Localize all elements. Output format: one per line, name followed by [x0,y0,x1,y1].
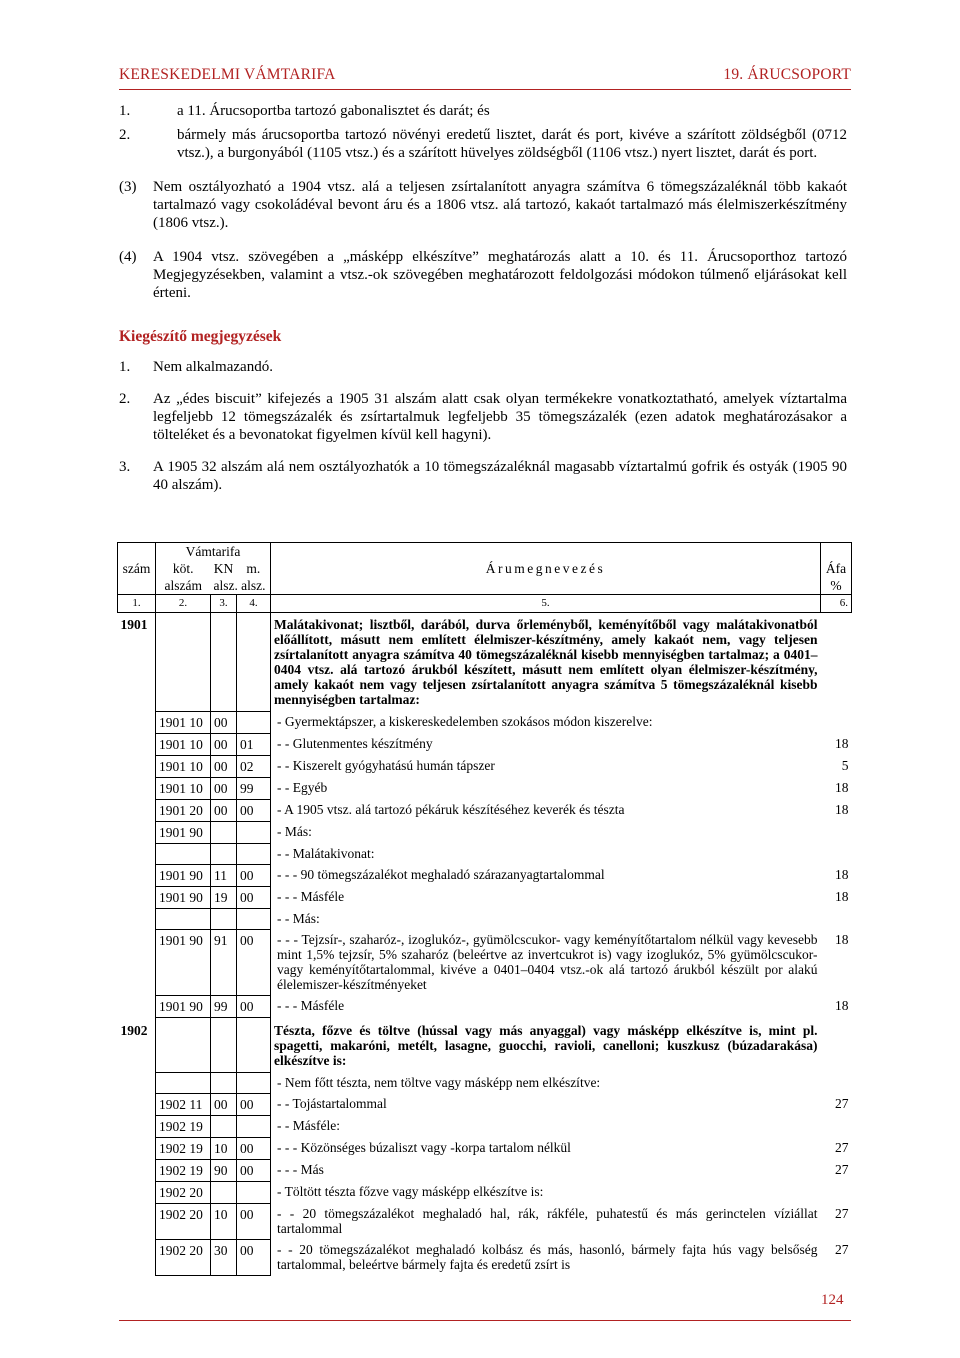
note-number: (3) [119,179,137,195]
header-kn: KN [213,561,234,576]
row-szam [118,821,156,843]
intro-item-number: 1. [119,103,131,119]
row-description: - A 1905 vtsz. alá tartozó pékáruk készítéséhez keverék és tészta [277,802,625,817]
row-kn-alszam: 19 [211,886,237,908]
row-description: - Gyermektápszer, a kiskereskedelemben szokásos módon kiszerelve: [277,714,653,729]
row-kn-alszam: 10 [211,1137,237,1159]
supplementary-item [119,458,847,494]
header-afa: Áfa [821,560,852,577]
row-szam [118,1181,156,1203]
row-kot-alszam: 1902 20 [156,1239,211,1275]
row-description: - - Más: [277,911,320,926]
row-kn-alszam [211,1072,237,1093]
row-szam [118,864,156,886]
row-description: - - Egyéb [277,780,328,795]
row-kn-alszam: 00 [211,755,237,777]
rows-1901 [118,711,852,1017]
table-row [118,755,852,777]
row-kn-alszam [211,843,237,864]
row-m-alszam: 00 [237,1137,271,1159]
row-szam [118,777,156,799]
row-description: - - Malátakivonat: [277,846,375,861]
row-szam [118,908,156,929]
intro-item-text: a 11. Árucsoportba tartozó gabonalisztet és darát; és [177,103,490,119]
row-szam [118,1239,156,1275]
row-kn-alszam [211,1181,237,1203]
row-m-alszam [237,908,271,929]
row-kn-alszam [211,908,237,929]
note-item [119,178,847,232]
table-row [118,1137,852,1159]
row-description: - - 20 tömegszázalékot meghaladó hal, rák, rákféle, puhatestű és más gerinctelen víziállat tartalommal [277,1206,818,1236]
row-m-alszam [237,843,271,864]
row-szam [118,886,156,908]
intro-item [61,102,847,120]
row-kot-alszam [156,908,211,929]
heading-1902 [118,1017,852,1072]
row-afa: 18 [835,736,849,751]
row-description: - - - Másféle [277,998,345,1013]
intro-item-number: 2. [119,127,131,143]
rows-1902 [118,1072,852,1275]
row-kot-alszam: 1901 10 [156,711,211,733]
row-afa [821,821,852,843]
header-afa-pct: % [821,577,852,595]
supplementary-item [119,390,847,444]
header-kot: köt. [156,560,211,577]
row-description: - Más: [277,824,312,839]
row-szam [118,1072,156,1093]
tariff-table-header [118,543,852,613]
row-afa: 27 [835,1096,849,1111]
row-kn-alszam: 00 [211,1093,237,1115]
row-description: - - - Más [277,1162,324,1177]
row-kot-alszam: 1901 10 [156,755,211,777]
row-afa: 18 [835,998,849,1013]
row-description: - - Kiszerelt gyógyhatású humán tápszer [277,758,495,773]
table-row [118,777,852,799]
row-szam [118,733,156,755]
row-kot-alszam [156,1072,211,1093]
row-m-alszam [237,711,271,733]
row-kot-alszam: 1901 20 [156,799,211,821]
row-szam [118,1203,156,1239]
supplementary-text: A 1905 32 alszám alá nem osztályozhatók a 10 tömegszázaléknál magasabb víztartalmú gofrik és ostyák (1905 90 40 alszám). [153,459,847,493]
heading-description: Tészta, főzve és töltve (hússal vagy más anyaggal) vagy másképp elkészítve is, mint pl. spagetti, makaróni, metélt, lasagne, guocchi, ravioli, canelloni; kuszkusz (búzadarakása) elkészítve is: [274,1023,818,1068]
row-m-alszam [237,1072,271,1093]
row-m-alszam [237,821,271,843]
row-kot-alszam: 1902 19 [156,1137,211,1159]
header-m: m. [237,560,271,577]
row-description: - - Tojástartalommal [277,1096,387,1111]
row-kn-alszam: 90 [211,1159,237,1181]
row-m-alszam: 00 [237,799,271,821]
row-m-alszam: 00 [237,864,271,886]
row-kn-alszam: 91 [211,929,237,995]
row-afa: 18 [835,780,849,795]
running-header [119,66,851,88]
table-row [118,711,852,733]
supplementary-number: 2. [119,391,131,407]
intro-item [61,126,847,162]
row-szam [118,755,156,777]
row-afa [821,1181,852,1203]
row-afa: 27 [835,1206,849,1221]
row-kn-alszam: 00 [211,777,237,799]
row-m-alszam [237,1115,271,1137]
header-kn-alsz: alsz. [211,577,237,595]
row-kn-alszam: 00 [211,799,237,821]
row-afa [821,843,852,864]
row-m-alszam: 00 [237,1093,271,1115]
row-afa: 27 [835,1140,849,1155]
table-row [118,1239,852,1275]
row-kn-alszam [211,821,237,843]
row-kot-alszam: 1902 20 [156,1203,211,1239]
page-number: 124 [821,1292,844,1308]
row-szam [118,843,156,864]
row-szam [118,1115,156,1137]
heading-number: 1902 [120,1023,148,1038]
header-alszam: alszám [156,577,211,595]
row-description: - - - Tejzsír-, szaharóz-, izoglukóz-, gyümölcscukor- vagy keményítőtartalom nélkül vagy kevesebb mint 1,5% tejzsír, 5% szaharóz (beleértve az invertcukrot is) vagy izoglukóz, 5% gyümölcscukor- vagy keményítőtartalommal, kivéve a 0401–0404 vtsz.-ok alá tartozó árukból készült por alakú élelemiszer-készítményeket [277,932,818,992]
table-row [118,929,852,995]
supplementary-text: Az „édes biscuit” kifejezés a 1905 31 alszám alatt csak olyan termékekre vonatkoztatható, amelyek víztartalma legfeljebb 12 tömegszázalék és zsírtartalmuk legfeljebb 35 tömegszázalék (ezen adatok meghatározásakor a tölteléket és a bevonatokat figyelmen kívül kell hagyni). [153,391,847,443]
row-kot-alszam: 1901 90 [156,821,211,843]
note-number: (4) [119,249,137,265]
row-afa: 18 [835,802,849,817]
table-row [118,864,852,886]
header-vamtarifa: Vámtarifa [156,543,271,561]
header-arumegnevezes: Árumegnevezés [271,560,821,577]
row-description: - - - Közönséges búzaliszt vagy -korpa tartalom nélkül [277,1140,571,1155]
table-row [118,1093,852,1115]
row-kot-alszam: 1901 90 [156,929,211,995]
row-kn-alszam: 30 [211,1239,237,1275]
column-number: 2. [156,595,211,613]
supplementary-item [119,358,847,376]
row-kn-alszam: 00 [211,733,237,755]
row-m-alszam [237,1181,271,1203]
row-kot-alszam: 1902 19 [156,1159,211,1181]
row-kot-alszam: 1901 90 [156,995,211,1017]
row-kot-alszam: 1901 10 [156,777,211,799]
row-kn-alszam: 11 [211,864,237,886]
row-szam [118,1137,156,1159]
column-number: 4. [237,595,271,613]
row-kot-alszam: 1901 90 [156,864,211,886]
row-szam [118,711,156,733]
row-kot-alszam [156,843,211,864]
heading-1901 [118,613,852,712]
row-afa: 27 [835,1242,849,1257]
table-row [118,908,852,929]
row-description: - - Másféle: [277,1118,341,1133]
column-number: 3. [211,595,237,613]
column-number: 6. [821,595,852,613]
row-szam [118,1093,156,1115]
row-szam [118,929,156,995]
row-m-alszam: 99 [237,777,271,799]
row-afa [821,1072,852,1093]
row-kn-alszam: 10 [211,1203,237,1239]
row-szam [118,1159,156,1181]
row-afa [821,711,852,733]
row-description: - - 20 tömegszázalékot meghaladó kolbász és más, hasonló, bármely fajta hús vagy belsőség tartalommal, beleértve bármely fajta és eredetű zsírt is [277,1242,818,1272]
table-row [118,995,852,1017]
row-kot-alszam: 1901 90 [156,886,211,908]
row-kot-alszam: 1901 10 [156,733,211,755]
row-kot-alszam: 1902 20 [156,1181,211,1203]
note-text: A 1904 vtsz. szövegében a „másképp elkészítve” meghatározás alatt a 10. és 11. Árucsoporthoz tartozó Megjegyzésekben, valamint a vtsz.-ok szövegében meghatározott feldolgozási módokon túlmenő eljárásokat kell érteni. [153,249,847,301]
note-item [119,248,847,302]
notes-section [119,102,847,494]
row-m-alszam: 02 [237,755,271,777]
row-description: - - - Másféle [277,889,345,904]
row-szam [118,799,156,821]
intro-item-text: bármely más árucsoportba tartozó növényi eredetű lisztet, darát és port, kivéve a szárított zöldségből (0712 vtsz.), a burgonyából (1105 vtsz.) és a szárított hüvelyes zöldségből (1106 vtsz.) nyert lisztet, darát és port. [177,127,847,161]
supplementary-number: 3. [119,459,131,475]
header-rule [119,89,851,90]
row-description: - - Glutenmentes készítmény [277,736,433,751]
table-row [118,843,852,864]
table-row [118,886,852,908]
table-row [118,799,852,821]
row-afa: 27 [835,1162,849,1177]
row-m-alszam: 00 [237,995,271,1017]
note-text: Nem osztályozható a 1904 vtsz. alá a teljesen zsírtalanított anyagra számítva 6 tömegszázaléknál több kakaót tartalmazó vagy csokoládéval bevont áru és a 1806 vtsz. alá tartozó, kakaót tartalmazó más élelmiszerkészítmény (1806 vtsz.). [153,179,847,231]
heading-number: 1901 [120,617,148,632]
table-row [118,1159,852,1181]
row-kot-alszam: 1902 19 [156,1115,211,1137]
table-row [118,821,852,843]
tariff-table [117,542,852,1276]
row-m-alszam: 00 [237,1159,271,1181]
header-chapter: 19. ÁRUCSOPORT [723,66,851,83]
row-afa: 18 [835,889,849,904]
section-heading: Kiegészítő megjegyzések [119,328,282,345]
row-kn-alszam: 99 [211,995,237,1017]
row-m-alszam: 01 [237,733,271,755]
column-number: 1. [118,595,156,613]
table-row [118,1072,852,1093]
table-row [118,1181,852,1203]
footer-rule [119,1320,851,1321]
row-description: - - - 90 tömegszázalékot meghaladó szárazanyagtartalommal [277,867,605,882]
heading-description: Malátakivonat; lisztből, darából, durva őrleményből, keményítőből vagy malátakivonatból előállított, másutt nem említett élelmiszer-készítmény, amely kakaót nem, vagy teljesen zsírtalanított anyagra számítva 40 tömegszázaléknál kisebb mennyiségben tartalmaz; a 0401–0404 vtsz. alá tartozó árukból készített, másutt nem említett olyan élelmiszer-készítmény, amely kakaót nem vagy teljesen zsírtalanított anyagra számítva 5 tömegszázaléknál kisebb mennyiségben tartalmaz: [274,617,818,707]
row-afa [821,1115,852,1137]
row-m-alszam: 00 [237,886,271,908]
table-row [118,1203,852,1239]
header-title: KERESKEDELMI VÁMTARIFA [119,66,336,83]
row-kn-alszam [211,1115,237,1137]
row-szam [118,995,156,1017]
supplementary-text: Nem alkalmazandó. [153,359,273,375]
table-row [118,1115,852,1137]
header-szam: szám [118,560,156,577]
table-row [118,733,852,755]
header-m-alsz: alsz. [237,577,271,595]
row-afa: 18 [835,867,849,882]
row-afa [821,908,852,929]
row-afa: 18 [835,932,849,947]
row-m-alszam: 00 [237,1203,271,1239]
row-kn-alszam: 00 [211,711,237,733]
row-m-alszam: 00 [237,929,271,995]
column-number: 5. [271,595,821,613]
row-afa: 5 [841,758,849,773]
row-description: - Töltött tészta főzve vagy másképp elkészítve is: [277,1184,544,1199]
row-m-alszam: 00 [237,1239,271,1275]
row-kot-alszam: 1902 11 [156,1093,211,1115]
supplementary-number: 1. [119,359,131,375]
row-description: - Nem főtt tészta, nem töltve vagy másképp nem elkészítve: [277,1075,601,1090]
